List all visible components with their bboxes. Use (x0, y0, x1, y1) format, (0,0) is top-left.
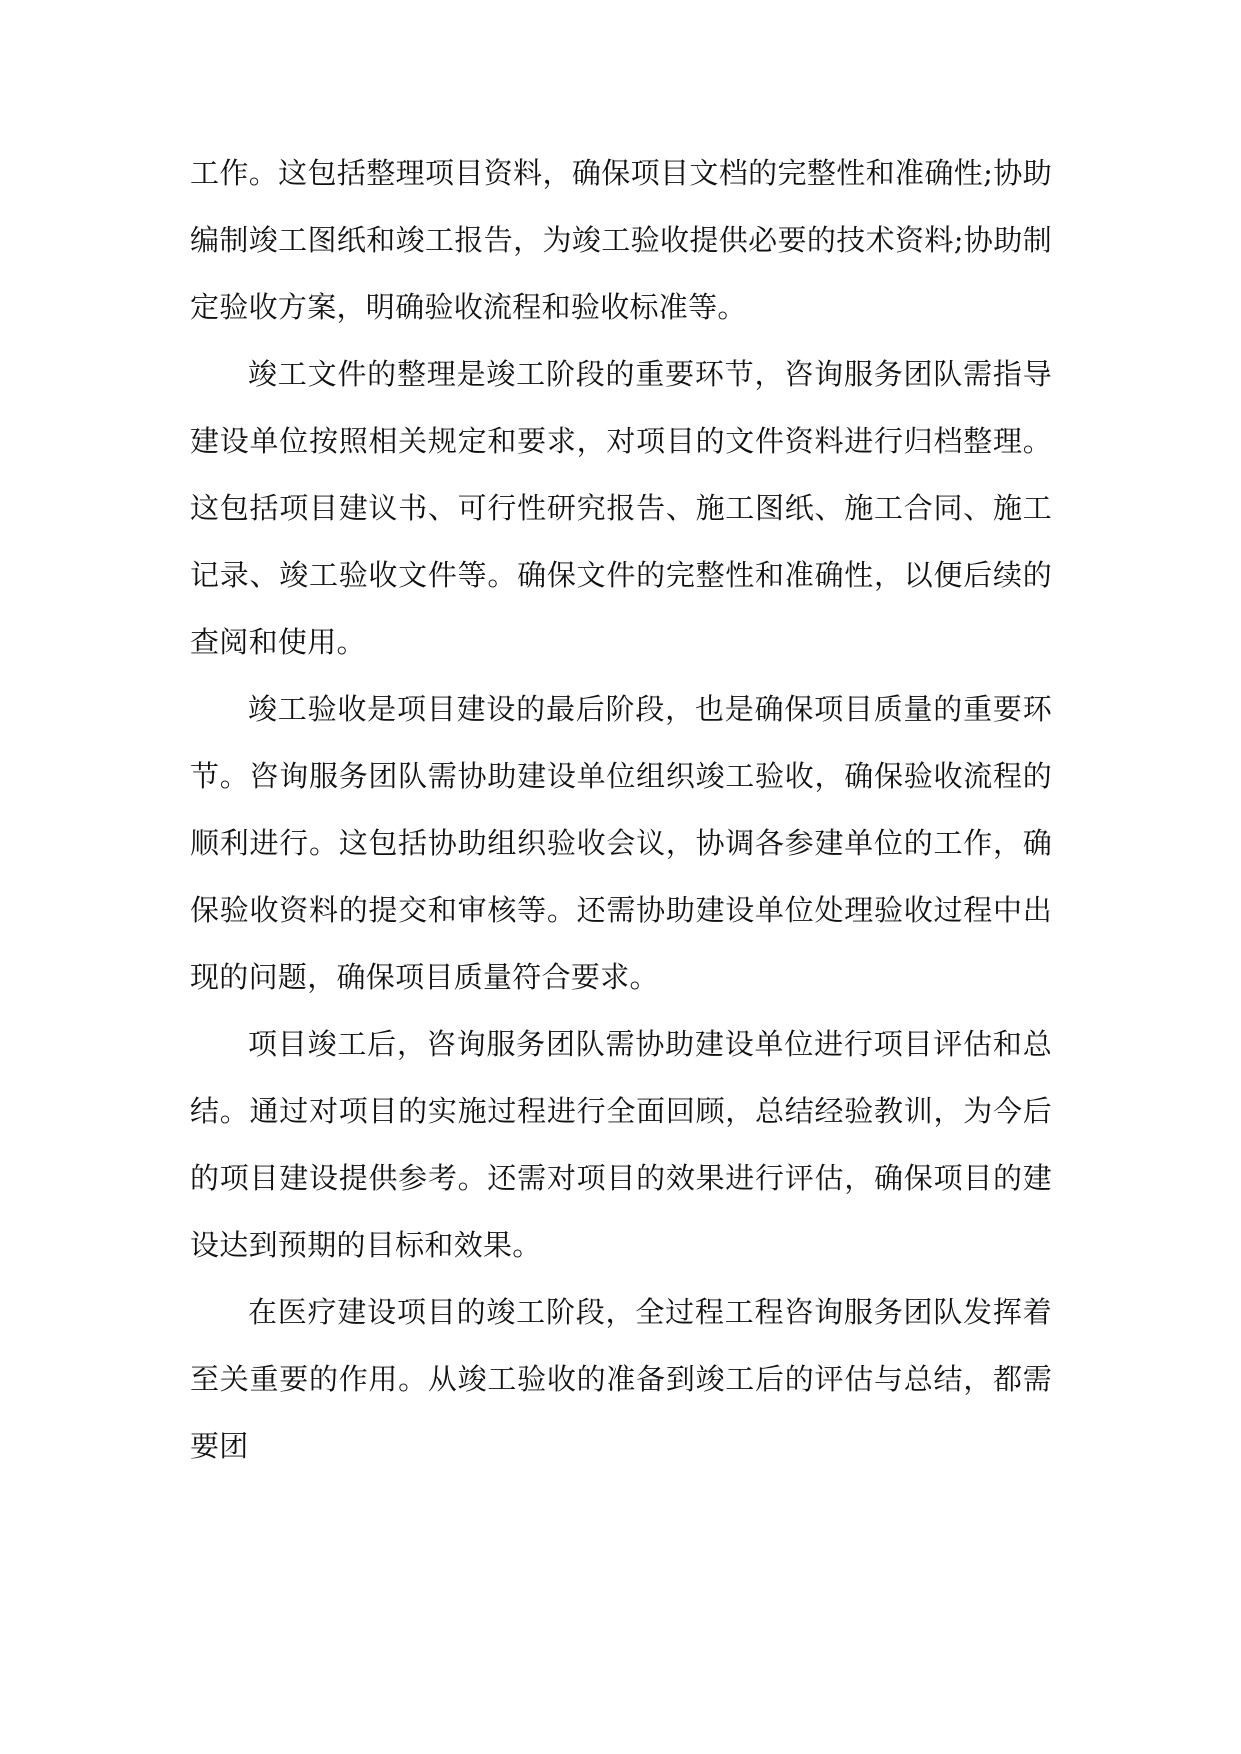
paragraph-continuation: 工作。这包括整理项目资料，确保项目文档的完整性和准确性;协助编制竣工图纸和竣工报告，为竣工验收提供必要的技术资料;协助制定验收方案，明确验收流程和验收标准等。 (190, 156, 1052, 324)
paragraph-completion-acceptance: 竣工验收是项目建设的最后阶段，也是确保项目质量的重要环节。咨询服务团队需协助建设单位组织竣工验收，确保验收流程的顺利进行。这包括协助组织验收会议，协调各参建单位的工作，确保验收资料的提交和审核等。还需协助建设单位处理验收过程中出现的问题，确保项目质量符合要求。 (190, 692, 1052, 994)
paragraph-project-evaluation: 项目竣工后，咨询服务团队需协助建设单位进行项目评估和总结。通过对项目的实施过程进行全面回顾，总结经验教训，为今后的项目建设提供参考。还需对项目的效果进行评估，确保项目的建设达到预期的目标和效果。 (190, 1027, 1052, 1262)
paragraph-medical-construction: 在医疗建设项目的竣工阶段，全过程工程咨询服务团队发挥着至关重要的作用。从竣工验收的准备到竣工后的评估与总结，都需要团 (190, 1295, 1052, 1463)
paragraph-completion-documents: 竣工文件的整理是竣工阶段的重要环节，咨询服务团队需指导建设单位按照相关规定和要求，对项目的文件资料进行归档整理。这包括项目建议书、可行性研究报告、施工图纸、施工合同、施工记录、竣工验收文件等。确保文件的完整性和准确性，以便后续的查阅和使用。 (190, 357, 1052, 659)
document-body (190, 140, 1052, 1480)
